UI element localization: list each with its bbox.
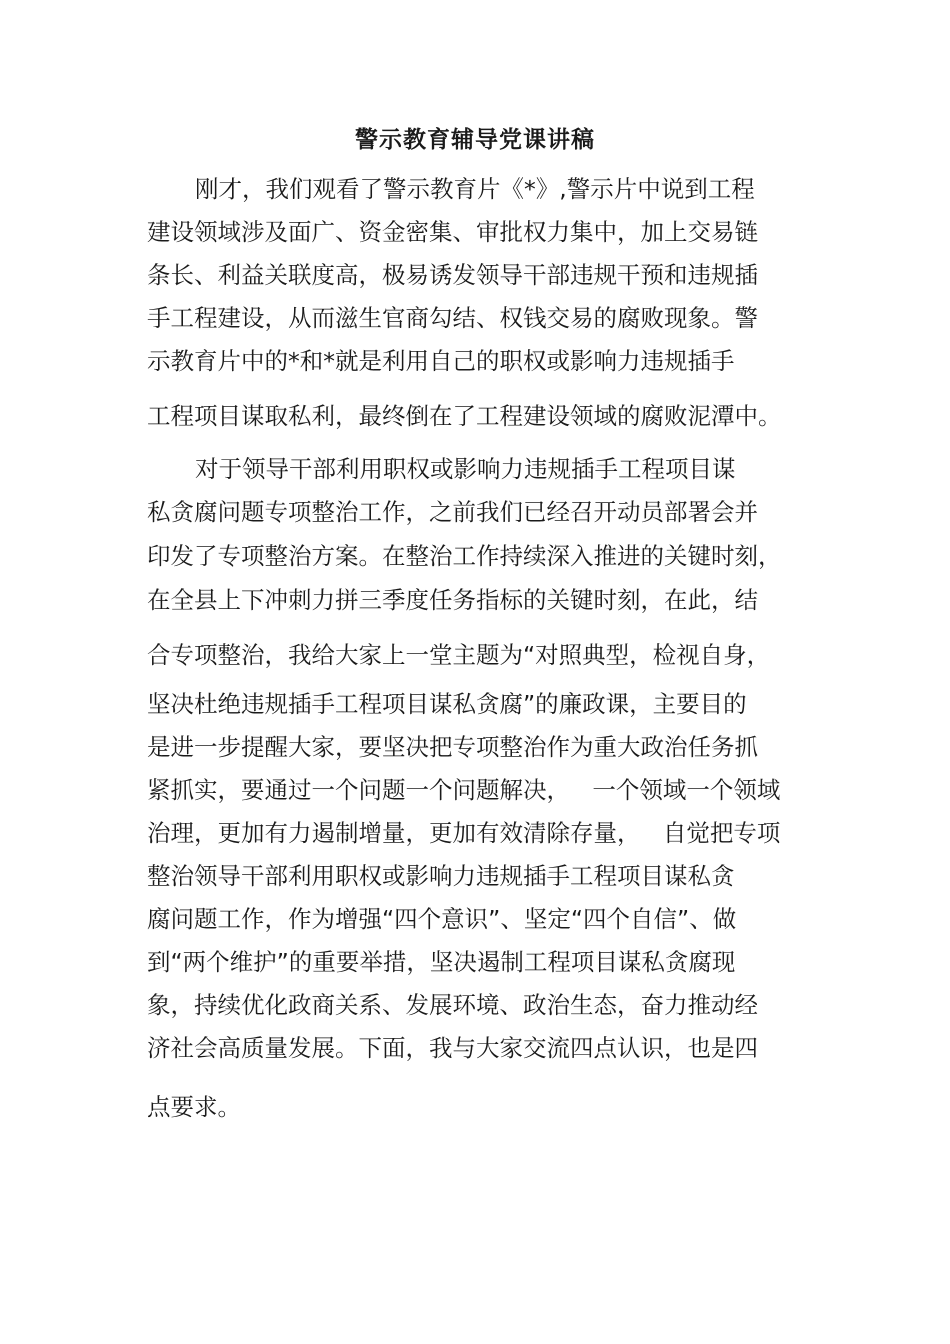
paragraph-line: 整治领导干部利用职权或影响力违规插手工程项目谋私贪 <box>147 862 735 890</box>
paragraph-line: 示教育片中的*和*就是利用自己的职权或影响力违规插手 <box>147 347 735 375</box>
paragraph-line: 紧抓实，要通过一个问题一个问题解决， 一个领域一个领域 <box>147 776 781 804</box>
paragraph-line: 工程项目谋取私利，最终倒在了工程建设领域的腐败泥潭中。 <box>147 402 782 430</box>
paragraph-line: 印发了专项整治方案。在整治工作持续深入推进的关键时刻， <box>147 542 782 570</box>
paragraph-line: 在全县上下冲刺力拼三季度任务指标的关键时刻，在此，结 <box>147 586 758 614</box>
paragraph-line: 到“两个维护”的重要举措，坚决遏制工程项目谋私贪腐现 <box>147 948 736 976</box>
paragraph-line: 合专项整治，我给大家上一堂主题为“对照典型，检视自身， <box>147 641 771 669</box>
paragraph-line: 建设领域涉及面广、资金密集、审批权力集中，加上交易链 <box>147 218 758 246</box>
paragraph-line: 刚才，我们观看了警示教育片《*》,警示片中说到工程 <box>195 175 755 203</box>
paragraph-line: 条长、利益关联度高，极易诱发领导干部违规干预和违规插 <box>147 261 758 289</box>
paragraph-line: 点要求。 <box>147 1093 241 1121</box>
paragraph-line: 是进一步提醒大家，要坚决把专项整治作为重大政治任务抓 <box>147 733 758 761</box>
paragraph-line: 治理，更加有力遏制增量，更加有效清除存量， 自觉把专项 <box>147 819 781 847</box>
paragraph-line: 济社会高质量发展。下面，我与大家交流四点认识，也是四 <box>147 1034 758 1062</box>
paragraph-line: 腐问题工作，作为增强“四个意识”、坚定“四个自信”、做 <box>147 905 737 933</box>
paragraph-line: 私贪腐问题专项整治工作，之前我们已经召开动员部署会并 <box>147 498 758 526</box>
document-title: 警示教育辅导党课讲稿 <box>355 126 595 153</box>
paragraph-line: 坚决杜绝违规插手工程项目谋私贪腐”的廉政课，主要目的 <box>147 690 747 718</box>
paragraph-line: 象，持续优化政商关系、发展环境、政治生态，奋力推动经 <box>147 991 758 1019</box>
paragraph-line: 手工程建设，从而滋生官商勾结、权钱交易的腐败现象。警 <box>147 304 758 332</box>
paragraph-line: 对于领导干部利用职权或影响力违规插手工程项目谋 <box>195 455 736 483</box>
